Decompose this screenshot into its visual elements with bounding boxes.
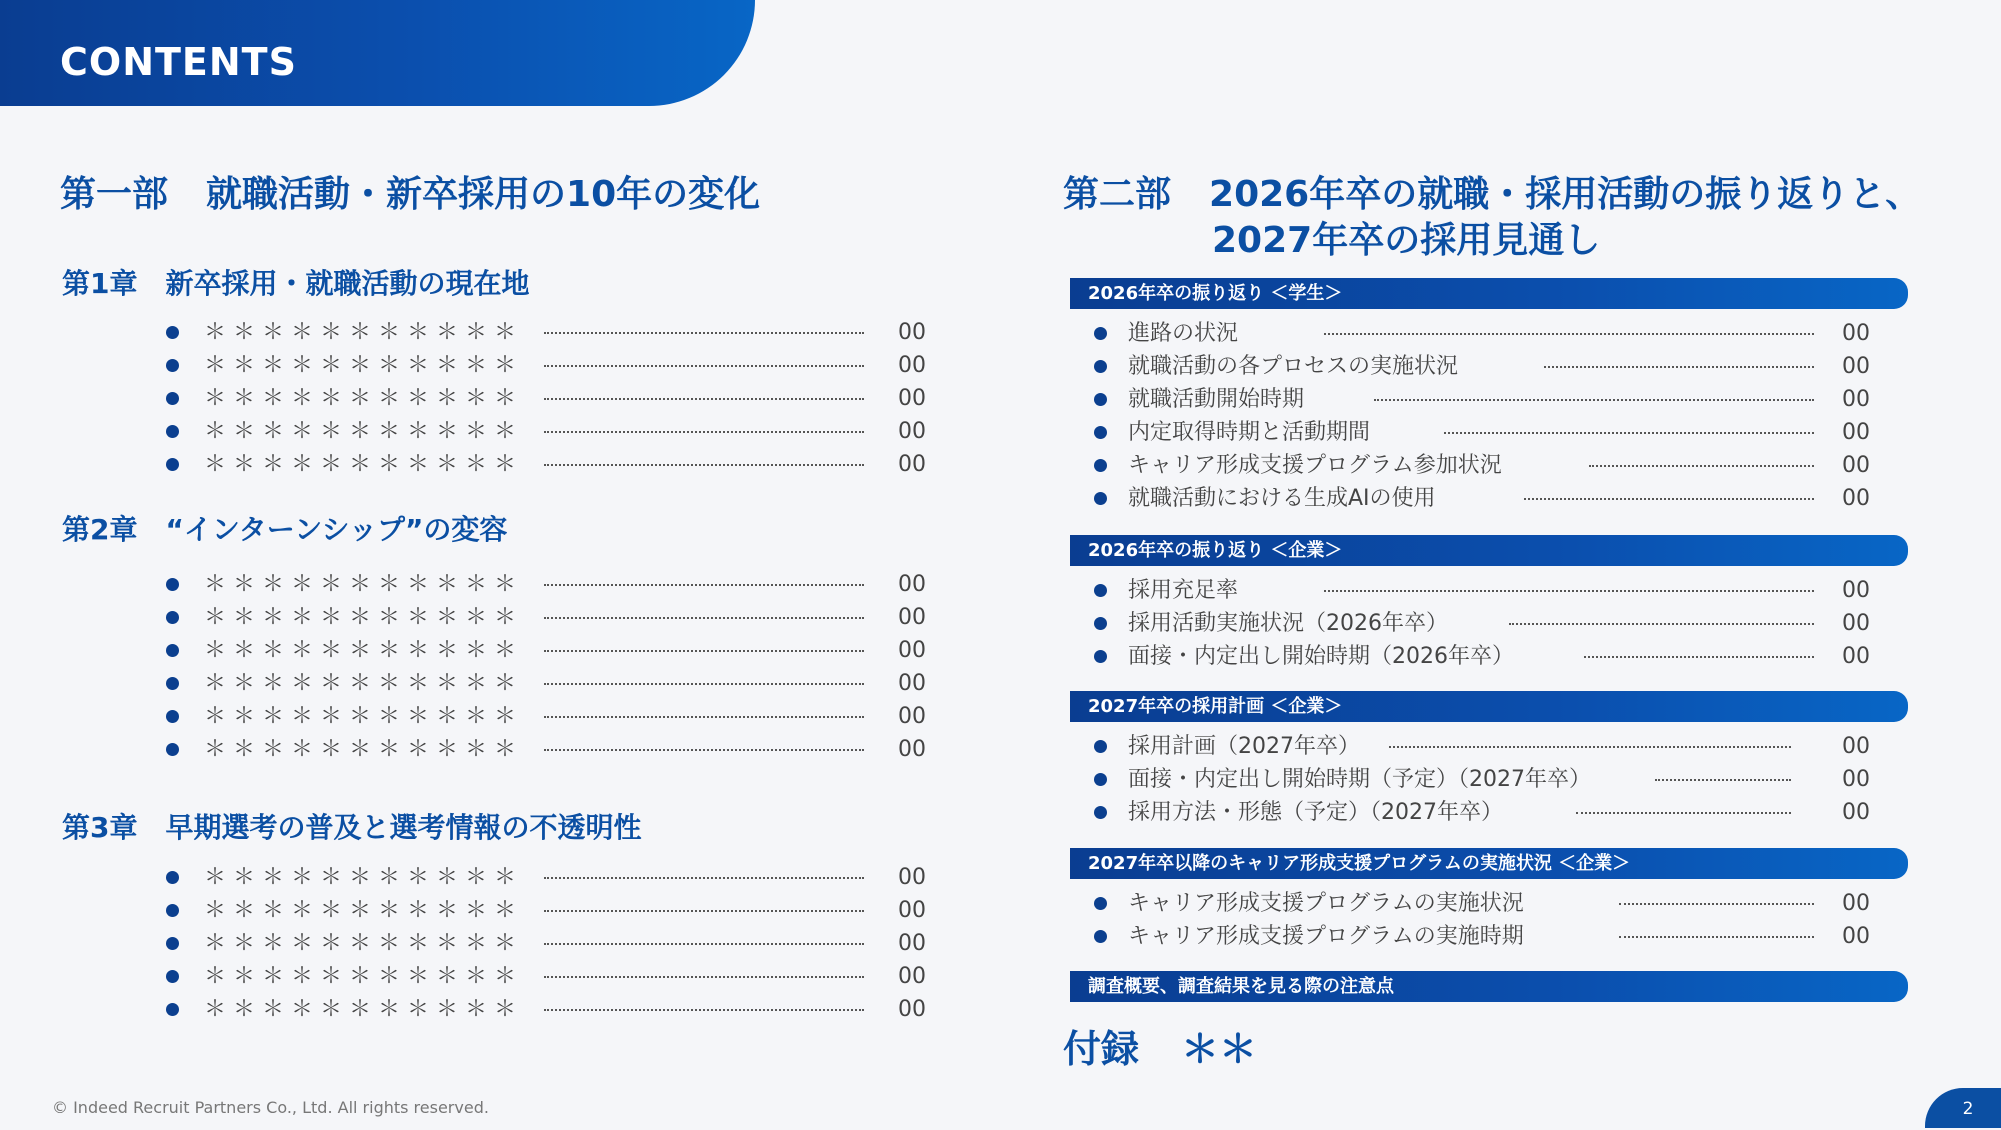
toc-page-number: 00 bbox=[898, 931, 926, 956]
toc-item[interactable] bbox=[166, 993, 1166, 1026]
toc-item[interactable] bbox=[166, 382, 1166, 415]
toc-item[interactable] bbox=[1094, 317, 2001, 350]
bullet-icon bbox=[1094, 930, 1107, 943]
dotted-leader bbox=[1589, 465, 1814, 467]
toc-page-number: 00 bbox=[1842, 420, 1870, 445]
toc-item[interactable] bbox=[1094, 920, 2001, 953]
bullet-icon bbox=[1094, 617, 1107, 630]
bullet-icon bbox=[1094, 393, 1107, 406]
toc-item-label: 面接・内定出し開始時期（予定）（2027年卒） bbox=[1128, 767, 1591, 792]
bullet-icon bbox=[166, 611, 179, 624]
dotted-leader bbox=[1576, 812, 1791, 814]
toc-item[interactable] bbox=[166, 667, 1166, 700]
bullet-icon bbox=[1094, 773, 1107, 786]
chapter1-label: 第1章 bbox=[62, 267, 138, 300]
toc-item[interactable] bbox=[1094, 796, 2001, 829]
toc-page-number: 00 bbox=[1842, 354, 1870, 379]
toc-page-number: 00 bbox=[1842, 767, 1870, 792]
toc-item[interactable] bbox=[1094, 763, 2001, 796]
part1-heading: 就職活動・新卒採用の10年の変化 bbox=[206, 174, 761, 215]
toc-page-number: 00 bbox=[898, 898, 926, 923]
appendix-title bbox=[1063, 1018, 1257, 1073]
toc-item-label: ＊＊＊＊＊＊＊＊＊＊＊ bbox=[204, 419, 524, 444]
toc-item[interactable] bbox=[166, 634, 1166, 667]
bullet-icon bbox=[1094, 492, 1107, 505]
toc-item-label: 内定取得時期と活動期間 bbox=[1128, 420, 1371, 445]
bullet-icon bbox=[1094, 360, 1107, 373]
bullet-icon bbox=[166, 359, 179, 372]
toc-item-label: ＊＊＊＊＊＊＊＊＊＊＊ bbox=[204, 572, 524, 597]
part2-label: 第二部 bbox=[1063, 174, 1172, 215]
toc-item-label: ＊＊＊＊＊＊＊＊＊＊＊ bbox=[204, 320, 524, 345]
toc-item-label: ＊＊＊＊＊＊＊＊＊＊＊ bbox=[204, 865, 524, 890]
toc-item-label: ＊＊＊＊＊＊＊＊＊＊＊ bbox=[204, 898, 524, 923]
dotted-leader bbox=[1374, 399, 1814, 401]
appendix-label: 付録 bbox=[1063, 1027, 1140, 1071]
toc-item[interactable] bbox=[166, 316, 1166, 349]
section-bar-2027-plan: 2027年卒の採用計画 ＜企業＞ bbox=[1070, 691, 1908, 722]
bullet-icon bbox=[1094, 584, 1107, 597]
toc-item[interactable] bbox=[1094, 416, 2001, 449]
toc-item[interactable] bbox=[1094, 730, 2001, 763]
toc-item[interactable] bbox=[1094, 482, 2001, 515]
toc-page-number: 00 bbox=[898, 353, 926, 378]
toc-page-number: 00 bbox=[898, 865, 926, 890]
toc-page-number: 00 bbox=[1842, 578, 1870, 603]
appendix-heading: ＊＊ bbox=[1181, 1027, 1258, 1071]
toc-item[interactable] bbox=[1094, 607, 2001, 640]
part1-label: 第一部 bbox=[60, 174, 169, 215]
chapter1-heading: 新卒採用・就職活動の現在地 bbox=[165, 267, 530, 300]
bullet-icon bbox=[1094, 806, 1107, 819]
dotted-leader bbox=[544, 365, 864, 367]
toc-page-number: 00 bbox=[898, 572, 926, 597]
bullet-icon bbox=[166, 937, 179, 950]
toc-page-number: 00 bbox=[1842, 321, 1870, 346]
bullet-icon bbox=[166, 425, 179, 438]
dotted-leader bbox=[1619, 936, 1814, 938]
toc-page-number: 00 bbox=[1842, 800, 1870, 825]
toc-item[interactable] bbox=[166, 349, 1166, 382]
dotted-leader bbox=[544, 464, 864, 466]
toc-page-number: 00 bbox=[898, 671, 926, 696]
chapter3-heading: 早期選考の普及と選考情報の不透明性 bbox=[165, 811, 642, 844]
toc-item-label: ＊＊＊＊＊＊＊＊＊＊＊ bbox=[204, 931, 524, 956]
toc-item-label: キャリア形成支援プログラムの実施状況 bbox=[1128, 891, 1524, 916]
dotted-leader bbox=[544, 431, 864, 433]
toc-page-number: 00 bbox=[898, 452, 926, 477]
toc-item-label: 面接・内定出し開始時期（2026年卒） bbox=[1128, 644, 1514, 669]
dotted-leader bbox=[544, 332, 864, 334]
bullet-icon bbox=[1094, 740, 1107, 753]
bullet-icon bbox=[1094, 327, 1107, 340]
bullet-icon bbox=[166, 392, 179, 405]
toc-item-label: ＊＊＊＊＊＊＊＊＊＊＊ bbox=[204, 737, 524, 762]
toc-item[interactable] bbox=[1094, 887, 2001, 920]
dotted-leader bbox=[1389, 746, 1791, 748]
toc-page-number: 00 bbox=[898, 386, 926, 411]
dotted-leader bbox=[1324, 333, 1814, 335]
toc-item-label: 採用活動実施状況（2026年卒） bbox=[1128, 611, 1448, 636]
toc-page-number: 00 bbox=[898, 320, 926, 345]
chapter3-title bbox=[62, 806, 642, 846]
dotted-leader bbox=[1444, 432, 1814, 434]
toc-item-label: ＊＊＊＊＊＊＊＊＊＊＊ bbox=[204, 964, 524, 989]
bullet-icon bbox=[1094, 426, 1107, 439]
bullet-icon bbox=[166, 578, 179, 591]
toc-item-label: 就職活動開始時期 bbox=[1128, 387, 1305, 412]
toc-page-number: 00 bbox=[898, 605, 926, 630]
toc-item[interactable] bbox=[166, 601, 1166, 634]
toc-item-label: 進路の状況 bbox=[1128, 321, 1239, 346]
toc-item[interactable] bbox=[166, 448, 1166, 481]
toc-item-label: 就職活動における生成AIの使用 bbox=[1128, 486, 1436, 511]
toc-item-label: ＊＊＊＊＊＊＊＊＊＊＊ bbox=[204, 386, 524, 411]
dotted-leader bbox=[1619, 903, 1814, 905]
dotted-leader bbox=[544, 617, 864, 619]
toc-item-label: ＊＊＊＊＊＊＊＊＊＊＊ bbox=[204, 452, 524, 477]
section-bar-career-program: 2027年卒以降のキャリア形成支援プログラムの実施状況 ＜企業＞ bbox=[1070, 848, 1908, 879]
toc-item[interactable] bbox=[1094, 640, 2001, 673]
toc-page-number: 00 bbox=[898, 419, 926, 444]
bullet-icon bbox=[166, 1003, 179, 1016]
bullet-icon bbox=[166, 871, 179, 884]
toc-page-number: 00 bbox=[898, 737, 926, 762]
toc-item-label: ＊＊＊＊＊＊＊＊＊＊＊ bbox=[204, 353, 524, 378]
toc-page-number: 00 bbox=[898, 638, 926, 663]
dotted-leader bbox=[544, 877, 864, 879]
dotted-leader bbox=[544, 683, 864, 685]
dotted-leader bbox=[544, 976, 864, 978]
dotted-leader bbox=[544, 749, 864, 751]
toc-page-number: 00 bbox=[1842, 924, 1870, 949]
part2-title bbox=[1063, 172, 1921, 218]
toc-item-label: 採用充足率 bbox=[1128, 578, 1239, 603]
bullet-icon bbox=[166, 644, 179, 657]
toc-item-label: ＊＊＊＊＊＊＊＊＊＊＊ bbox=[204, 704, 524, 729]
toc-page-number: 00 bbox=[1842, 611, 1870, 636]
toc-item-label: ＊＊＊＊＊＊＊＊＊＊＊ bbox=[204, 997, 524, 1022]
toc-item[interactable] bbox=[166, 960, 1166, 993]
section-bar-survey-overview: 調査概要、調査結果を見る際の注意点 bbox=[1070, 971, 1908, 1002]
dotted-leader bbox=[1324, 590, 1814, 592]
bullet-icon bbox=[166, 743, 179, 756]
chapter2-heading: “インターンシップ”の変容 bbox=[165, 513, 508, 546]
dotted-leader bbox=[1584, 656, 1814, 658]
dotted-leader bbox=[544, 910, 864, 912]
bullet-icon bbox=[166, 970, 179, 983]
toc-item-label: ＊＊＊＊＊＊＊＊＊＊＊ bbox=[204, 671, 524, 696]
chapter2-title bbox=[62, 508, 507, 548]
toc-item[interactable] bbox=[166, 415, 1166, 448]
toc-item[interactable] bbox=[166, 700, 1166, 733]
toc-item[interactable] bbox=[1094, 383, 2001, 416]
dotted-leader bbox=[1509, 623, 1814, 625]
toc-item-label: 就職活動の各プロセスの実施状況 bbox=[1128, 354, 1459, 379]
toc-item[interactable] bbox=[1094, 449, 2001, 482]
dotted-leader bbox=[544, 584, 864, 586]
toc-page-number: 00 bbox=[898, 704, 926, 729]
dotted-leader bbox=[544, 1009, 864, 1011]
toc-page-number: 00 bbox=[898, 964, 926, 989]
copyright-text: © Indeed Recruit Partners Co., Ltd. All rights reserved. bbox=[52, 1098, 489, 1117]
toc-item-label: ＊＊＊＊＊＊＊＊＊＊＊ bbox=[204, 605, 524, 630]
toc-item[interactable] bbox=[166, 894, 1166, 927]
dotted-leader bbox=[1524, 498, 1814, 500]
toc-item[interactable] bbox=[166, 927, 1166, 960]
dotted-leader bbox=[544, 716, 864, 718]
toc-page-number: 00 bbox=[1842, 387, 1870, 412]
toc-page-number: 00 bbox=[1842, 734, 1870, 759]
toc-item-label: 採用方法・形態（予定）（2027年卒） bbox=[1128, 800, 1503, 825]
toc-page-number: 00 bbox=[1842, 453, 1870, 478]
toc-page-number: 00 bbox=[898, 997, 926, 1022]
bullet-icon bbox=[166, 677, 179, 690]
dotted-leader bbox=[544, 398, 864, 400]
toc-page-number: 00 bbox=[1842, 644, 1870, 669]
toc-item[interactable] bbox=[166, 568, 1166, 601]
bullet-icon bbox=[1094, 459, 1107, 472]
part2-title-line2 bbox=[1212, 218, 1600, 264]
part2-heading-line2: 2027年卒の採用見通し bbox=[1212, 220, 1601, 261]
part1-title bbox=[60, 172, 760, 218]
part2-heading-line1: 2026年卒の就職・採用活動の振り返りと、 bbox=[1209, 174, 1922, 215]
section-bar-2026-companies: 2026年卒の振り返り ＜企業＞ bbox=[1070, 535, 1908, 566]
chapter2-label: 第2章 bbox=[62, 513, 138, 546]
bullet-icon bbox=[166, 904, 179, 917]
toc-item[interactable] bbox=[1094, 574, 2001, 607]
toc-item-label: ＊＊＊＊＊＊＊＊＊＊＊ bbox=[204, 638, 524, 663]
page-number-badge: 2 bbox=[1925, 1088, 2001, 1128]
dotted-leader bbox=[1655, 779, 1791, 781]
bullet-icon bbox=[1094, 897, 1107, 910]
page-title: CONTENTS bbox=[60, 40, 297, 84]
bullet-icon bbox=[166, 326, 179, 339]
chapter1-title bbox=[62, 262, 530, 302]
toc-item-label: キャリア形成支援プログラムの実施時期 bbox=[1128, 924, 1524, 949]
toc-item-label: 採用計画（2027年卒） bbox=[1128, 734, 1360, 759]
toc-page-number: 00 bbox=[1842, 891, 1870, 916]
section-bar-2026-students: 2026年卒の振り返り ＜学生＞ bbox=[1070, 278, 1908, 309]
bullet-icon bbox=[166, 710, 179, 723]
toc-item[interactable] bbox=[1094, 350, 2001, 383]
chapter3-label: 第3章 bbox=[62, 811, 138, 844]
toc-page-number: 00 bbox=[1842, 486, 1870, 511]
dotted-leader bbox=[544, 650, 864, 652]
toc-item[interactable] bbox=[166, 861, 1166, 894]
bullet-icon bbox=[166, 458, 179, 471]
dotted-leader bbox=[544, 943, 864, 945]
toc-item[interactable] bbox=[166, 733, 1166, 766]
dotted-leader bbox=[1544, 366, 1814, 368]
bullet-icon bbox=[1094, 650, 1107, 663]
toc-item-label: キャリア形成支援プログラム参加状況 bbox=[1128, 453, 1502, 478]
